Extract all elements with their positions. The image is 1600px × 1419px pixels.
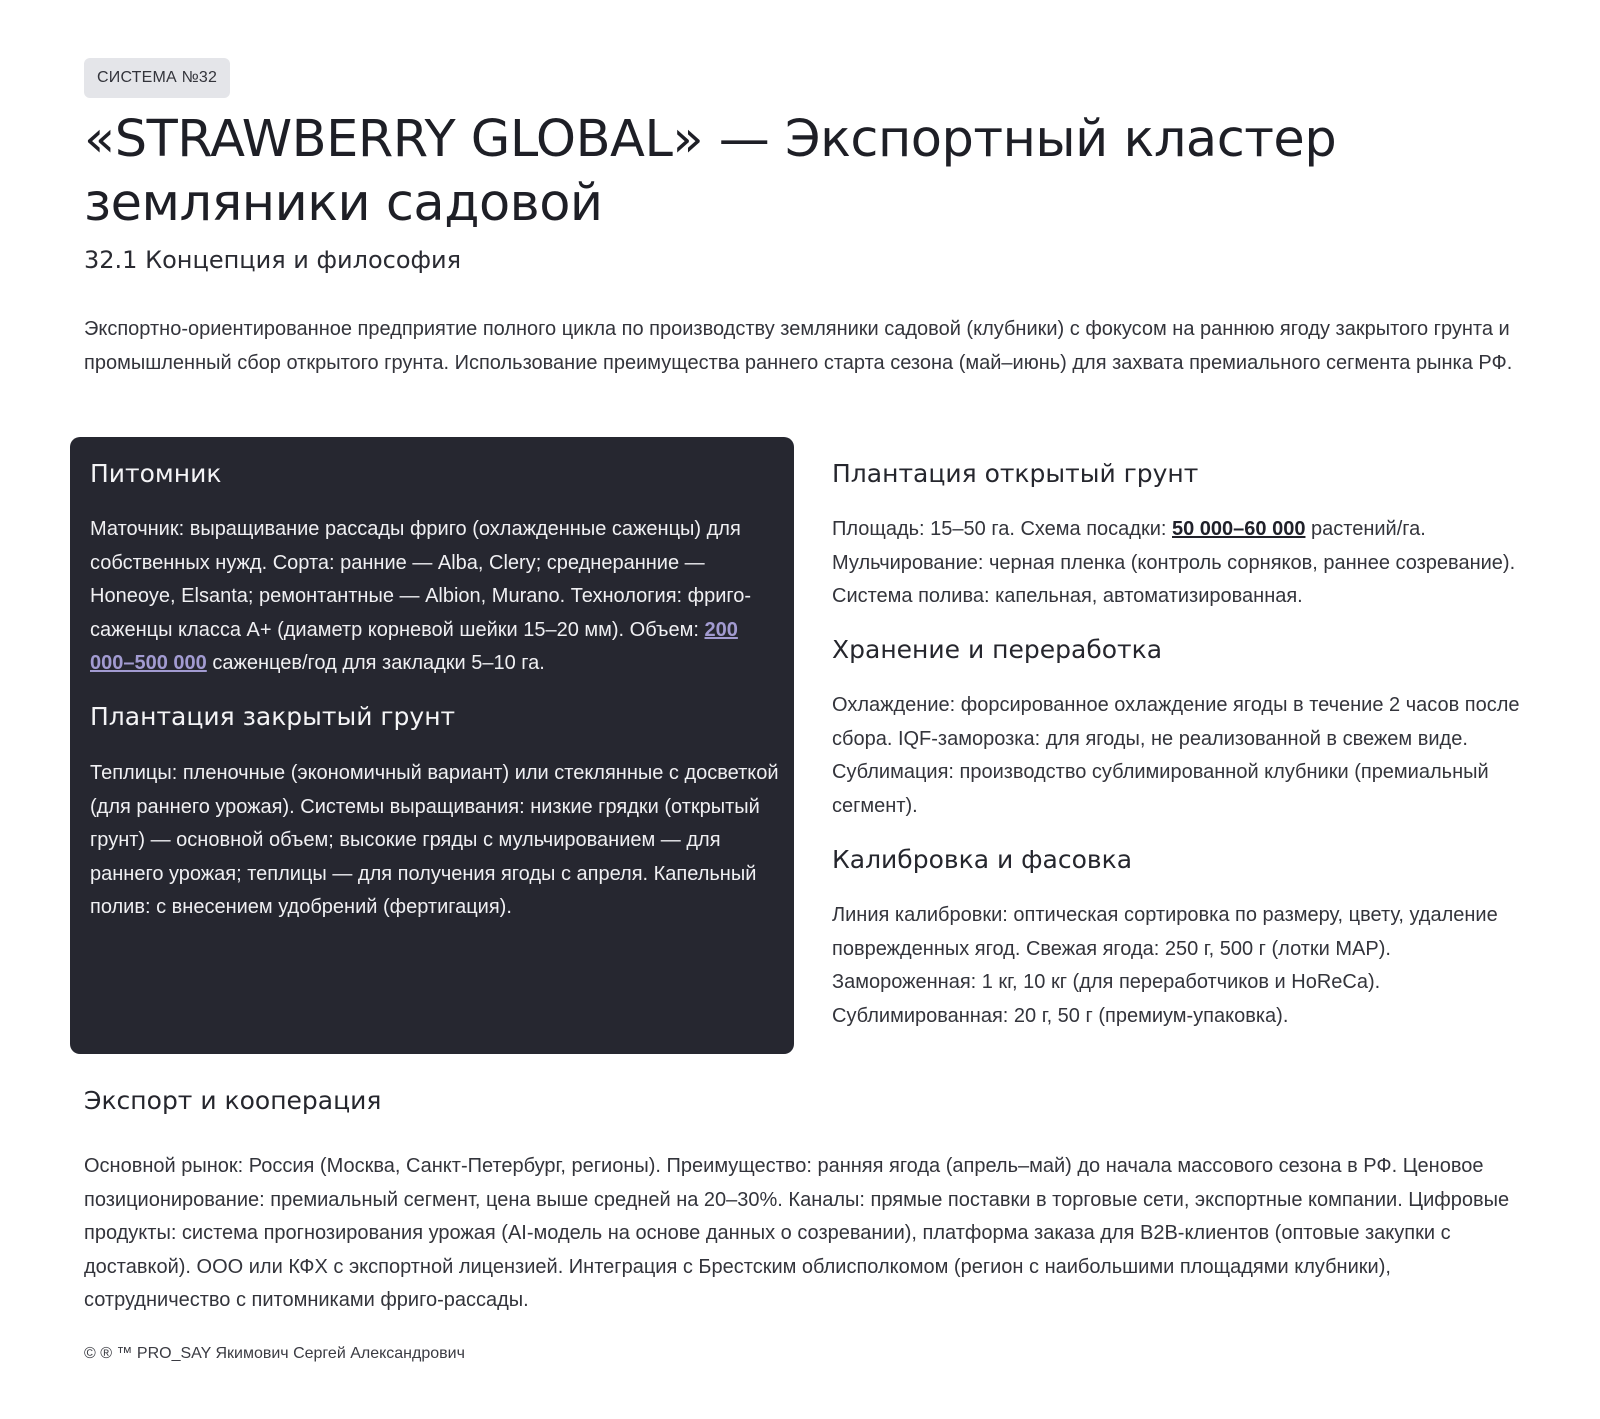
open-field-body — [832, 513, 1522, 614]
export-body: Основной рынок: Россия (Москва, Санкт-Петербург, регионы). Преимущество: ранняя ягода (апрель–май) до начала массового сезона в РФ. Ценовое позиционирование: премиальный сегмент, цена выше средней на 20–30%. Каналы: прямые поставки в торговые сети, экспортные компании. Цифровые продукты: система прогнозирования урожая (AI-модель на основе данных о созревании), платформа заказа для B2B-клиентов (оптовые закупки с доставкой). ООО или КФХ с экспортной лицензией. Интеграция с Брестским облисполкомом (регион с наибольшими площадями клубники), сотрудничество с питомниками фриго-рассады. — [84, 1155, 1510, 1311]
open-field-heading: Плантация открытый грунт — [832, 459, 1199, 488]
greenhouse-body: Теплицы: пленочные (экономичный вариант) или стеклянные с досветкой (для раннего урожая). Системы выращивания: низкие грядки (открытый грунт) — основной объем; высокие гряды с мульчированием — для раннего урожая; теплицы — для получения ягоды с апреля. Капельный полив: с внесением удобрений (фертигация). — [90, 762, 779, 918]
storage-body: Охлаждение: форсированное охлаждение ягоды в течение 2 часов после сбора. IQF-заморозка: для ягоды, не реализованной в свежем виде. Сублимация: производство сублимированной клубники (премиальный сегмент). — [832, 694, 1520, 817]
nursery-body-text-end: саженцев/год для закладки 5–10 га. — [206, 652, 545, 674]
storage-heading: Хранение и переработка — [832, 635, 1163, 664]
intro-paragraph: Экспортно-ориентированное предприятие полного цикла по производству земляники садовой (клубники) с фокусом на раннюю ягоду закрытого грунта и промышленный сбор открытого грунта. Использование преимущества раннего старта сезона (май–июнь) для захвата премиального сегмента рынка РФ. — [84, 318, 1513, 374]
calibration-heading: Калибровка и фасовка — [832, 845, 1133, 874]
system-badge: СИСТЕМА №32 — [84, 58, 230, 98]
nursery-volume-link[interactable]: 200 000–500 000 — [90, 618, 738, 674]
nursery-heading: Питомник — [90, 459, 222, 488]
page-title: «STRAWBERRY GLOBAL» — Экспортный кластер земляники садовой — [84, 110, 1337, 233]
export-heading: Экспорт и кооперация — [84, 1086, 382, 1115]
open-field-body-text-end: растений/га. Мульчирование: черная пленка (контроль сорняков, раннее созревание). Система полива: капельная, автоматизированная. — [832, 518, 1516, 607]
nursery-card — [70, 437, 794, 1054]
greenhouse-heading: Плантация закрытый грунт — [90, 702, 456, 731]
calibration-body: Линия калибровки: оптическая сортировка по размеру, цвету, удаление поврежденных ягод. Свежая ягода: 250 г, 500 г (лотки MAP). Замороженная: 1 кг, 10 кг (для переработчиков и HoReCa). Сублимированная: 20 г, 50 г (премиум-упаковка). — [832, 904, 1498, 1027]
open-field-body-text: Площадь: 15–50 га. Схема посадки: — [832, 518, 1172, 540]
nursery-body — [90, 513, 780, 681]
planting-density-link[interactable]: 50 000–60 000 — [1172, 518, 1306, 540]
section-subtitle: 32.1 Концепция и философия — [84, 246, 462, 274]
nursery-body-text: Маточник: выращивание рассады фриго (охлажденные саженцы) для собственных нужд. Сорта: ранние — Alba, Clery; среднеранние — Honeoye, Elsanta; ремонтантные — Albion, Murano. Технология: фриго-саженцы класса A+ (диаметр корневой шейки 15–20 мм). Объем: — [90, 518, 752, 641]
copyright-footer: © ® ™ PRO_SAY Якимович Сергей Александрович — [84, 1345, 465, 1362]
